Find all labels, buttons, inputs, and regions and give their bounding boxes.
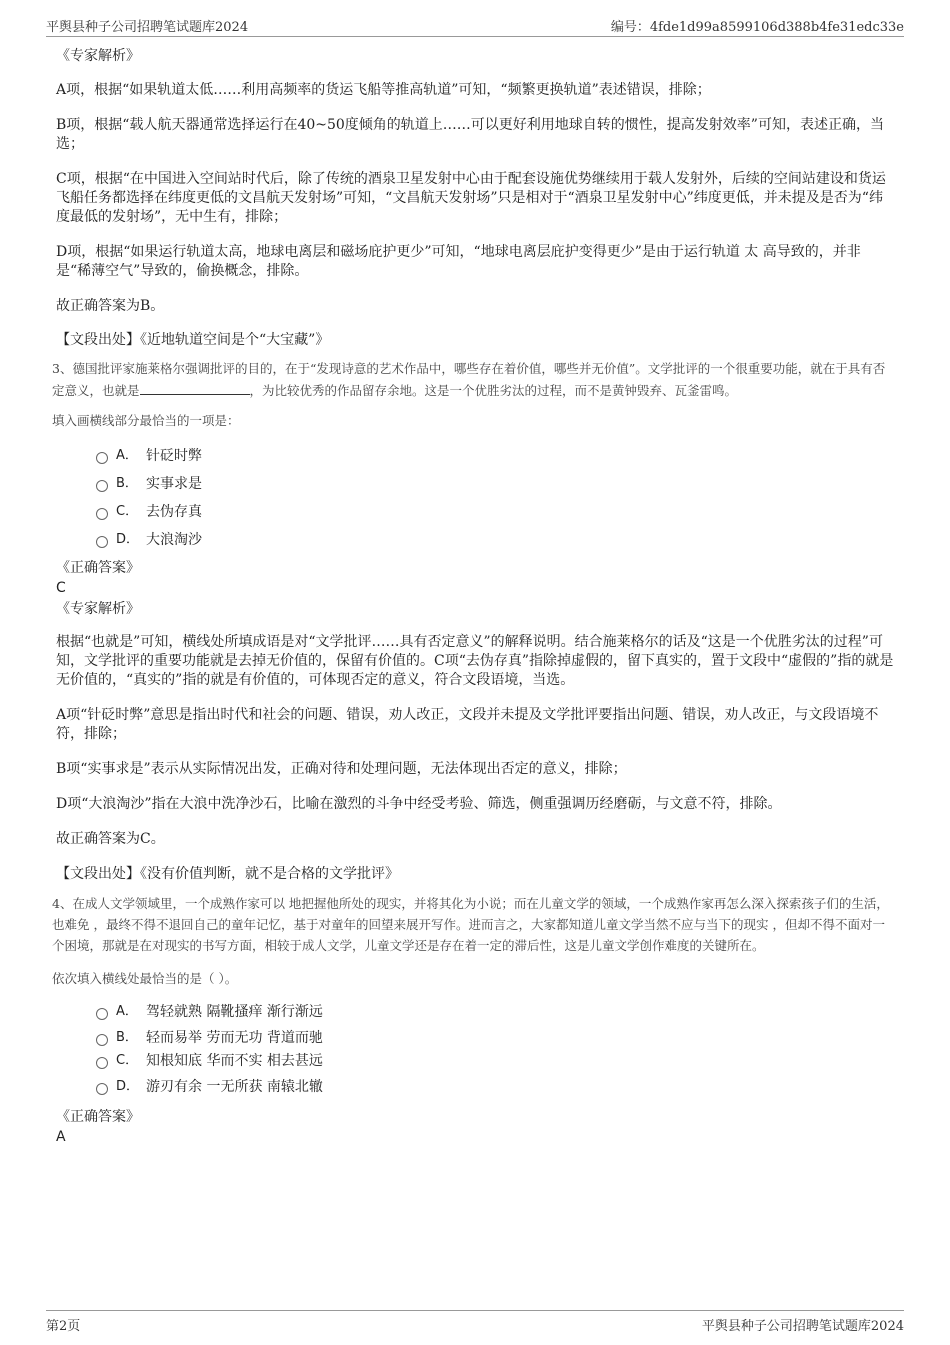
radio-icon[interactable] — [96, 1008, 108, 1020]
radio-icon[interactable] — [96, 1034, 108, 1046]
q3-option-c[interactable]: C． 去伪存真 — [56, 502, 894, 522]
header-doc-id: 编号：4fde1d99a8599106d388b4fe31edc33e — [610, 20, 904, 35]
radio-icon[interactable] — [96, 480, 108, 492]
q3-option-d[interactable]: D． 大浪淘沙 — [56, 530, 894, 550]
q3-analysis-main: 根据“也就是”可知，横线处所填成语是对“文学批评……具有否定意义”的解释说明。结合施莱格尔的话及“这是一个优胜劣汰的过程”可知，文学批评的重要功能就是去掉无价值的，保留有价值的。C项“去伪存真”指除掉虚假的，留下真实的，置于文段中“虚假的”指的就是无价值的，“真实的”指的就是有价值的，可体现否定的意义，符合文段语境，当选。 — [56, 634, 894, 688]
q2-analysis-a: A项，根据“如果轨道太低……利用高频率的货运飞船等推高轨道”可知，“频繁更换轨道”表述错误，排除； — [56, 82, 711, 98]
q4-answer: A — [56, 1129, 66, 1145]
q3-analysis-b: B项“实事求是”表示从实际情况出发，正确对待和处理问题，无法体现出否定的意义，排除； — [56, 761, 627, 777]
q3-analysis-a: A项“针砭时弊”意思是指出时代和社会的问题、错误，劝人改正，文段并未提及文学批评要指出问题、错误，劝人改正，与文段语境不符，排除； — [56, 707, 879, 742]
radio-icon[interactable] — [96, 452, 108, 464]
page-content — [52, 44, 894, 1147]
q3-answer-label: 《正确答案》 — [56, 560, 140, 576]
q4-option-a[interactable]: A． 驾轻就熟 隔靴搔痒 渐行渐远 — [56, 1002, 894, 1022]
q2-analysis-c: C项，根据“在中国进入空间站时代后，除了传统的酒泉卫星发射中心由于配套设施优势继续用于载人发射外，后续的空间站建设和货运飞船任务都选择在纬度更低的文昌航天发射场”可知，“文昌航天发射场”只是相对于“酒泉卫星发射中心”纬度更低，并未提及是否为“纬度最低的发射场”，无中生有，排除； — [56, 171, 886, 225]
q3-analysis-d: D项“大浪淘沙”指在大浪中洗净沙石，比喻在激烈的斗争中经受考验、筛选，侧重强调历经磨砺，与文意不符，排除。 — [56, 796, 782, 812]
radio-icon[interactable] — [96, 508, 108, 520]
q4-stem: 4、在成人文学领域里，一个成熟作家可以 地把握他所处的现实，并将其化为小说；而在儿童文学的领域，一个成熟作家再怎么深入探索孩子们的生活，也难免 ，最终不得不退回自己的童年记忆，基于对童年的回望来展开写作。进而言之，大家都知道儿童文学当然不应与当下的现实 ，但却不得不面对一个困境，那就是在对现实的书写方面，相较于成人文学，儿童文学还是存在着一定的滞后性，这是儿童文学创作难度的关键所在。 — [52, 896, 889, 953]
q3-stem — [52, 358, 894, 402]
q2-analysis-b: B项，根据“载人航天器通常选择运行在40~50度倾角的轨道上……可以更好利用地球自转的惯性，提高发射效率”可知，表述正确，当选； — [56, 117, 884, 152]
q3-option-a[interactable]: A． 针砭时弊 — [56, 446, 894, 466]
q3-analysis-label: 《专家解析》 — [56, 601, 140, 617]
page-footer — [46, 1310, 904, 1335]
q3-conclusion: 故正确答案为C。 — [56, 831, 165, 847]
header-title: 平舆县种子公司招聘笔试题库2024 — [46, 20, 249, 35]
q4-prompt: 依次填入横线处最恰当的是（ ）。 — [52, 971, 238, 986]
radio-icon[interactable] — [96, 1083, 108, 1095]
q3-prompt: 填入画横线部分最恰当的一项是： — [52, 413, 240, 428]
q3-stem-after: ，为比较优秀的作品留存余地。这是一个优胜劣汰的过程，而不是黄钟毁弃、瓦釜雷鸣。 — [249, 383, 738, 398]
q3-source: 【文段出处】《没有价值判断，就不是合格的文学批评》 — [56, 866, 399, 882]
q4-option-c[interactable]: C． 知根知底 华而不实 相去甚远 — [56, 1051, 894, 1071]
q4-answer-label: 《正确答案》 — [56, 1109, 140, 1125]
footer-title: 平舆县种子公司招聘笔试题库2024 — [701, 1319, 904, 1334]
radio-icon[interactable] — [96, 1057, 108, 1069]
q3-options — [56, 446, 894, 550]
q2-conclusion: 故正确答案为B。 — [56, 298, 165, 314]
q4-option-b[interactable]: B． 轻而易举 劳而无功 背道而驰 — [56, 1028, 894, 1048]
q4-option-d[interactable]: D． 游刃有余 一无所获 南辕北辙 — [56, 1077, 894, 1097]
q3-answer: C — [56, 580, 66, 596]
q2-source: 【文段出处】《近地轨道空间是个“大宝藏”》 — [56, 332, 330, 348]
q2-analysis-d: D项，根据“如果运行轨道太高，地球电离层和磁场庇护更少”可知，“地球电离层庇护变得更少”是由于运行轨道 太 高导致的，并非是“稀薄空气”导致的，偷换概念，排除。 — [56, 244, 861, 279]
radio-icon[interactable] — [96, 536, 108, 548]
q3-option-b[interactable]: B． 实事求是 — [56, 474, 894, 494]
q4-options — [56, 1002, 894, 1097]
q3-stem-before: 3、德国批评家施莱格尔强调批评的目的，在于“发现诗意的艺术作品中，哪些存在着价值，哪些并无价值”。文学批评的一个很重要功能，就在于具有否定意义，也就是 — [52, 361, 886, 398]
q3-blank — [140, 382, 250, 395]
q2-analysis-label: 《专家解析》 — [56, 48, 140, 64]
footer-page-number: 第2页 — [46, 1319, 81, 1334]
page-header — [46, 14, 904, 37]
